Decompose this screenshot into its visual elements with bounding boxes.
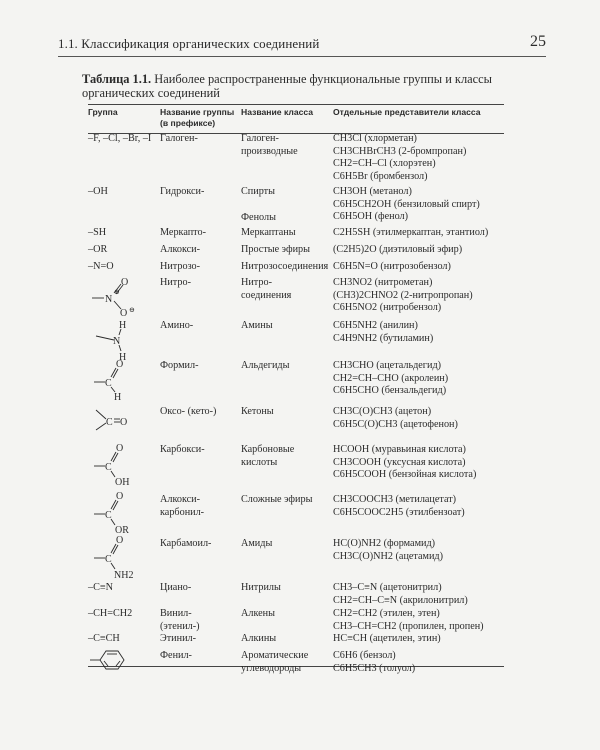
class-aromatic-hydrocarbons: Ароматические углеводороды (241, 650, 309, 674)
reps-ester (333, 494, 465, 519)
rep-bromopropane: CH3CHBrCH3 (2-бромпропан) (333, 145, 467, 157)
rep-propylene: CH3–CH=CH2 (пропилен, пропен) (333, 620, 484, 632)
class-aldehydes: Альдегиды (241, 360, 290, 371)
prefix-nitro: Нитро- (160, 277, 191, 288)
table-label: Таблица 1.1. (82, 72, 152, 86)
rep-methanol: CH3OH (метанол) (333, 186, 412, 197)
rep-acrylonitrile: CH2=CH–C≡N (акрилонитрил) (333, 594, 468, 606)
rep-methyl-acetate: CH3COOCH3 (метилацетат) (333, 494, 457, 505)
rep-formic-acid: HCOOH (муравьиная кислота) (333, 444, 466, 455)
reps-oxo (333, 406, 458, 431)
rep-butylamine: C4H9NH2 (бутиламин) (333, 332, 434, 344)
header-rule (58, 56, 546, 57)
table-title: Наиболее распространенные функциональные группы и классы органических соединений (82, 72, 492, 100)
rep-nitromethane: CH3NO2 (нитрометан) (333, 277, 433, 288)
prefix-ethynyl: Этинил- (160, 633, 197, 644)
reps-formyl (333, 360, 448, 398)
rep-acetic-acid: CH3COOH (уксусная кислота) (333, 456, 466, 468)
carboxy-c: C (105, 462, 112, 473)
rep-benzene: C6H6 (бензол) (333, 650, 396, 661)
group-ethynyl: –C≡CH (88, 633, 120, 644)
page-header (58, 33, 546, 55)
nitro-plus: ⊕ (114, 288, 120, 296)
rep-ethyl-benzoate: C6H5COOC2H5 (этилбензоат) (333, 506, 465, 518)
table-top-rule (88, 104, 504, 105)
group-cyano: –C≡N (88, 582, 113, 593)
rep-bromobenzene: C6H5Br (бромбензол) (333, 170, 428, 182)
prefix-amino: Амино- (160, 320, 194, 331)
reps-nitro (333, 277, 473, 315)
reps-cyano (333, 582, 468, 607)
rep-benzyl-alcohol: C6H5CH2OH (бензиловый спирт) (333, 198, 480, 210)
rep-chloroethene: CH2=CH–Cl (хлорэтен) (333, 158, 436, 170)
rep-ethylene: CH2=CH2 (этилен, этен) (333, 608, 440, 619)
prefix-alkoxycarbonyl: Алкокси-карбонил- (160, 494, 205, 518)
reps-carboxy (333, 444, 476, 482)
rep-chloromethane: CH3Cl (хлорметан) (333, 133, 417, 144)
rep-aniline: C6H5NH2 (анилин) (333, 320, 418, 331)
ester-or: OR (115, 525, 129, 536)
nitro-n: N (105, 294, 113, 305)
nitro-o-bottom: O (120, 308, 128, 319)
class-alcohols: Спирты (241, 186, 275, 197)
carboxy-oh: OH (115, 477, 130, 488)
group-hydroxy: –OH (88, 186, 108, 197)
page-number: 25 (530, 33, 546, 50)
prefix-vinyl: Винил- (этенил-) (160, 608, 200, 632)
oxo-c: C (106, 417, 113, 428)
group-nitroso: –N=O (88, 261, 114, 272)
amino-n: N (113, 336, 121, 347)
amide-o: O (116, 535, 124, 546)
oxo-group-structure (88, 402, 148, 442)
carboxy-o: O (116, 443, 124, 454)
amide-group-structure (88, 532, 148, 580)
prefix-formyl: Формил- (160, 360, 199, 371)
ester-c: C (105, 510, 112, 521)
running-title: 1.1. Классификация органических соединений (58, 36, 320, 51)
reps-halogen (333, 133, 466, 183)
oxo-o: O (120, 417, 128, 428)
rep-acetamide: CH3C(O)NH2 (ацетамид) (333, 550, 443, 562)
prefix-cyano: Циано- (160, 582, 192, 593)
table-caption (82, 72, 512, 100)
class-carboxylic-acids: Карбоновые кислоты (241, 444, 295, 468)
class-amines: Амины (241, 320, 273, 331)
nitro-o-top: O (121, 277, 129, 288)
class-alkenes: Алкены (241, 608, 275, 619)
rep-phenol: C6H5OH (фенол) (333, 211, 409, 223)
class-ketones: Кетоны (241, 406, 274, 417)
prefix-mercapto: Меркапто- (160, 227, 206, 238)
formyl-group-structure (88, 356, 148, 403)
rep-benzaldehyde: C6H5CHO (бензальдегид) (333, 385, 447, 397)
group-halogen: –F, –Cl, –Br, –I (88, 133, 152, 144)
class-phenols: Фенолы (241, 212, 276, 223)
rep-toluene: C6H5CH3 (толуол) (333, 662, 416, 674)
rep-formamide: HC(O)NH2 (формамид) (333, 538, 436, 549)
rep-diethyl-ether: (C2H5)2O (диэтиловый эфир) (333, 244, 463, 255)
carboxy-group-structure (88, 440, 148, 486)
prefix-carboxy: Карбокси- (160, 444, 205, 455)
rep-nitropropane: (CH3)2CHNO2 (2-нитропропан) (333, 289, 473, 301)
rep-acetophenone: C6H5C(O)CH3 (ацетофенон) (333, 418, 458, 430)
formyl-o: O (116, 359, 124, 370)
rep-acetylene: HC≡CH (ацетилен, этин) (333, 633, 441, 644)
reps-amino (333, 320, 433, 345)
ester-o: O (116, 491, 124, 502)
rep-nitrosobenzene: C6H5N=O (нитрозобензол) (333, 261, 451, 272)
rep-acrolein: CH2=CH–CHO (акролеин) (333, 372, 449, 384)
rep-acetaldehyde: CH3CHO (ацетальдегид) (333, 360, 442, 371)
class-alkynes: Алкины (241, 633, 277, 644)
column-header-prefix: Название группы (в префиксе) (160, 107, 235, 128)
amide-c: C (105, 554, 112, 565)
column-header-class: Название класса (241, 107, 314, 117)
rep-acetonitrile: CH3–C≡N (ацетонитрил) (333, 582, 442, 593)
prefix-halogen: Галоген- (160, 133, 198, 144)
amide-nh2: NH2 (114, 570, 134, 581)
amino-h-top: H (119, 320, 127, 331)
class-ethers: Простые эфиры (241, 244, 310, 255)
class-esters: Сложные эфиры (241, 494, 313, 505)
class-halogen: Галоген-производные (241, 133, 298, 157)
reps-vinyl (333, 608, 484, 633)
rep-benzoic-acid: C6H5COOH (бензойная кислота) (333, 469, 477, 481)
prefix-nitroso: Нитрозо- (160, 261, 201, 272)
ester-group-structure (88, 488, 148, 534)
nitro-minus: ⊖ (129, 306, 135, 314)
group-vinyl: –CH=CH2 (88, 608, 133, 619)
class-nitriles: Нитрилы (241, 582, 281, 593)
column-header-representatives: Отдельные представители класса (333, 107, 481, 117)
amino-h-bottom: H (119, 352, 127, 363)
formyl-h: H (114, 392, 122, 403)
phenyl-ring-icon (88, 647, 138, 673)
prefix-alkoxy: Алкокси- (160, 244, 201, 255)
group-alkoxy: –OR (88, 244, 108, 255)
prefix-carbamoyl: Карбамоил- (160, 538, 212, 549)
formyl-c: C (105, 378, 112, 389)
prefix-hydroxy: Гидрокси- (160, 186, 205, 197)
reps-phenyl (333, 650, 415, 675)
reps-hydroxy (333, 186, 480, 224)
class-nitro-compounds: Нитро-соединения (241, 277, 292, 301)
group-mercapto: –SH (88, 227, 107, 238)
class-nitroso-compounds: Нитрозосоединения (241, 261, 329, 272)
rep-nitrobenzene: C6H5NO2 (нитробензол) (333, 302, 442, 314)
rep-ethanethiol: C2H5SH (этилмеркаптан, этантиол) (333, 227, 489, 238)
reps-amide (333, 538, 443, 563)
class-amides: Амиды (241, 538, 273, 549)
prefix-oxo: Оксо- (кето-) (160, 406, 217, 417)
prefix-phenyl: Фенил- (160, 650, 192, 661)
rep-acetone: CH3C(O)CH3 (ацетон) (333, 406, 432, 417)
class-mercaptans: Меркаптаны (241, 227, 296, 238)
nitro-group-structure (88, 276, 156, 320)
column-header-group: Группа (88, 107, 118, 117)
